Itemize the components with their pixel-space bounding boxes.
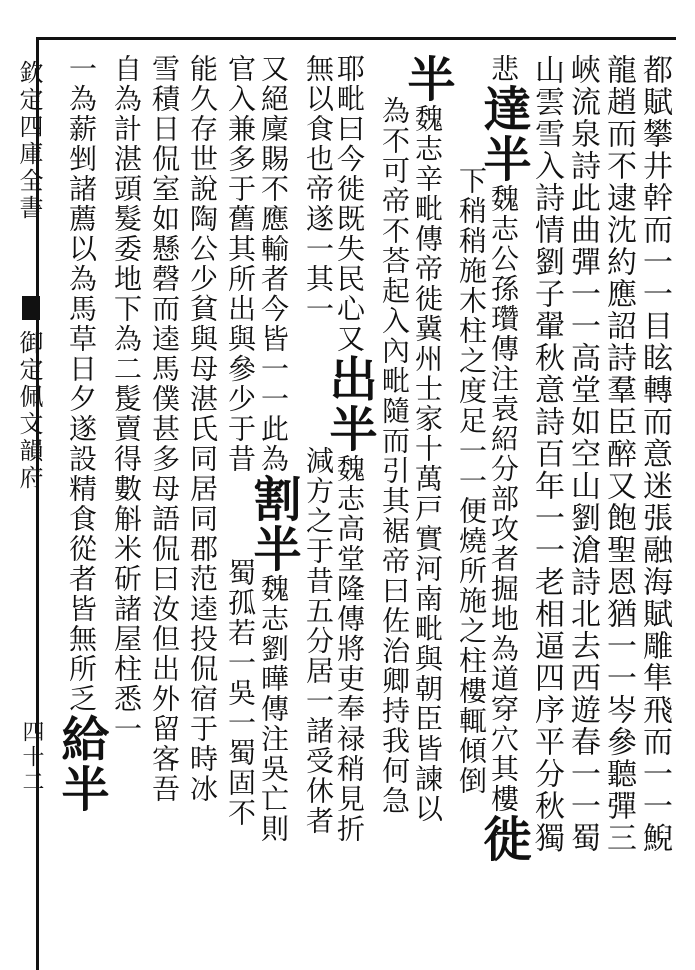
text-column-14 (147, 54, 181, 804)
fish-tail-marker (22, 296, 40, 320)
column-text-continued: 魏志公孫瓚傳注袁紹分部攻者掘地為道穿穴其樓 (487, 184, 520, 814)
column-text-continued: 減方之于昔五分居一諸受休者 (302, 446, 335, 836)
book-title: 御定佩文韻府 (15, 330, 43, 492)
column-text: 為不可帝不荅起入內毗隨而引其裾帝曰佐治卿持我何急 (378, 96, 411, 816)
headword: 半 (399, 54, 455, 104)
headword: 徙 (475, 814, 531, 864)
column-text: 無以食也帝遂一其一 (302, 54, 335, 324)
headword: 割半 (245, 474, 301, 574)
column-text: 官入兼多于舊其所出與參少于昔 (224, 54, 257, 474)
column-text: 山雲雪入詩情劉子翬秋意詩百年一一老相逼四序平分秋獨 (529, 54, 564, 854)
text-column-12 (223, 54, 257, 828)
text-column-15 (109, 54, 143, 744)
column-text: 魏志辛毗傳帝徙冀州士家十萬戸實河南毗與朝臣皆諫以 (411, 104, 444, 824)
column-text: 自為計湛頭髮委地下為二髲賣得數斛米斫諸屋柱悉一 (110, 54, 143, 744)
text-column-6 (454, 166, 488, 796)
column-text: 悲 (487, 54, 520, 84)
column-text: 能久存世說陶公少貧與母湛氏同居同郡范逵投侃宿于時冰 (186, 54, 219, 804)
headword: 出半 (321, 354, 377, 454)
text-column-3 (565, 54, 599, 854)
text-column-8 (377, 96, 411, 816)
column-text: 龍趙而不逮沈約應詔詩羣臣醉又飽聖恩猶一一岑參聽彈三 (601, 54, 636, 854)
text-column-13 (185, 54, 219, 804)
collection-label: 欽定四庫全書 (15, 60, 43, 222)
top-border-rule (36, 37, 676, 40)
page-number: 四十二 (19, 720, 44, 795)
column-text: 又絕廩賜不應輸者今皆一一此為 (257, 54, 290, 474)
column-text-continued: 蜀孤若一吳一蜀固不 (224, 558, 257, 828)
column-text: 雪積日侃室如懸磬而逵馬僕甚多母語侃曰汝但出外留客吾 (148, 54, 181, 804)
text-column-2 (601, 54, 635, 854)
column-text: 峽流泉詩此曲彈一一高堂如空山劉滄詩北去西遊春一一蜀 (565, 54, 600, 854)
text-column-4 (529, 54, 563, 854)
column-text: 都賦攀井幹而一一目眩轉而意迷張融海賦雕隼飛而一一鯢 (637, 54, 672, 854)
text-column-16 (53, 54, 109, 814)
column-text: 耶毗曰今徙既失民心又 (333, 54, 366, 354)
column-text: 一為薪剉諸薦以為馬草日夕遂設精食從者皆無所乏 (65, 54, 98, 714)
column-text: 下稍稍施木柱之度足一一便燒所施之柱樓輒傾倒 (455, 166, 488, 796)
headword: 達半 (475, 84, 531, 184)
headword: 給半 (53, 714, 109, 814)
column-text-continued: 魏志高堂隆傳將吏奉禄稍見折 (333, 454, 366, 844)
text-column-1 (637, 54, 671, 854)
text-column-10 (301, 54, 335, 836)
column-text-continued: 魏志劉曄傳注吳亡則 (257, 574, 290, 844)
